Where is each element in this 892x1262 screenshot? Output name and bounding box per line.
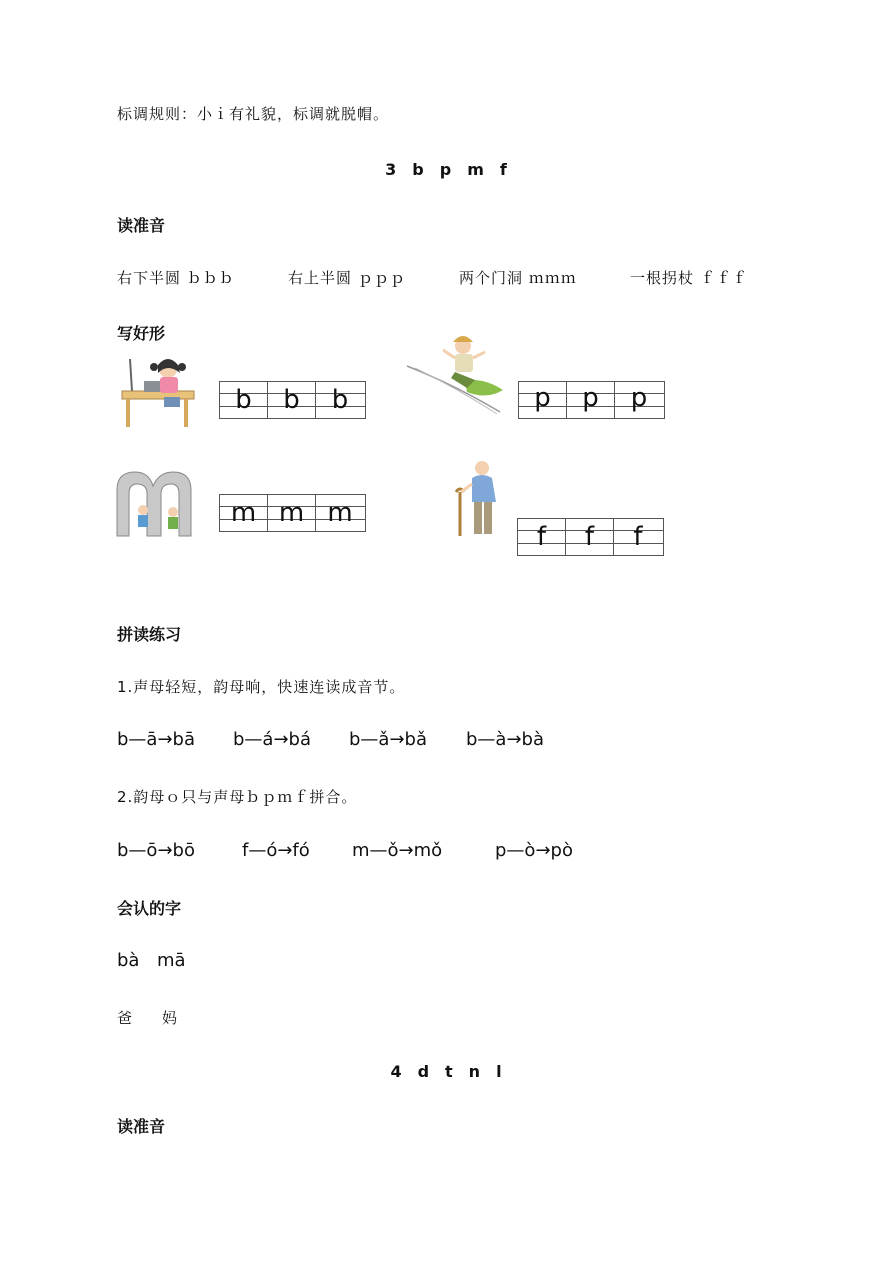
pinyin-ma: mā (157, 950, 186, 971)
pinyin-ba: bà (117, 950, 140, 971)
read-heading: 读准音 (117, 216, 166, 235)
chars-heading: 会认的字 (117, 899, 182, 918)
grid-letter: p (582, 383, 599, 413)
grid-letter: f (633, 522, 643, 552)
girl-at-desk-illustration (118, 355, 198, 430)
practice2-item: m—ǒ→mǒ (352, 840, 443, 861)
writing-grid-m (219, 494, 366, 532)
grid-letter: f (584, 522, 595, 552)
practice1-item: b—à→bà (466, 729, 544, 750)
grid-letter: m (278, 498, 305, 528)
practice-heading: 拼读练习 (117, 625, 182, 644)
grid-letter: m (230, 498, 257, 528)
practice1-item: b—ǎ→bǎ (349, 729, 427, 750)
practice2-item: f—ó→fó (242, 840, 310, 861)
grid-letter: f (536, 522, 547, 552)
practice2-instruction: 2.韵母ｏ只与声母ｂｐｍｆ拼合。 (117, 788, 358, 806)
char-ba: 爸 (117, 1009, 134, 1027)
old-man-cane-illustration (452, 458, 507, 538)
lesson4-title: 4 d t n l (390, 1062, 502, 1081)
grid-letter: p (630, 383, 648, 413)
grid-letter: m (327, 498, 353, 528)
read-item-b: 右下半圆 ｂｂｂ (117, 269, 235, 287)
child-sliding-illustration (405, 330, 505, 415)
lesson3-title: 3 b p m f (385, 160, 507, 179)
practice1-instruction: 1.声母轻短，韵母响，快速连读成音节。 (117, 678, 406, 696)
read-item-p: 右上半圆 ｐｐｐ (288, 269, 406, 287)
practice1-item: b—á→bá (233, 729, 311, 750)
practice1-item: b—ā→bā (117, 729, 195, 750)
arch-children-illustration (115, 468, 195, 538)
practice2-item: b—ō→bō (117, 840, 195, 861)
lesson4-read-heading: 读准音 (117, 1117, 166, 1136)
char-ma: 妈 (162, 1009, 179, 1027)
grid-letter: b (331, 385, 349, 415)
writing-grid-p (518, 381, 665, 419)
writing-grid-f (517, 518, 664, 556)
tone-rule: 标调规则：小ｉ有礼貌，标调就脱帽。 (117, 105, 390, 123)
grid-letter: p (534, 383, 551, 413)
grid-letter: b (283, 385, 300, 415)
writing-grid-b (219, 381, 366, 419)
grid-letter: b (235, 385, 252, 415)
write-heading: 写好形 (117, 324, 166, 343)
read-item-f: 一根拐杖 ｆｆｆ (630, 269, 748, 287)
practice2-item: p—ò→pò (495, 840, 573, 861)
read-item-m: 两个门洞 ｍｍｍ (459, 269, 577, 287)
